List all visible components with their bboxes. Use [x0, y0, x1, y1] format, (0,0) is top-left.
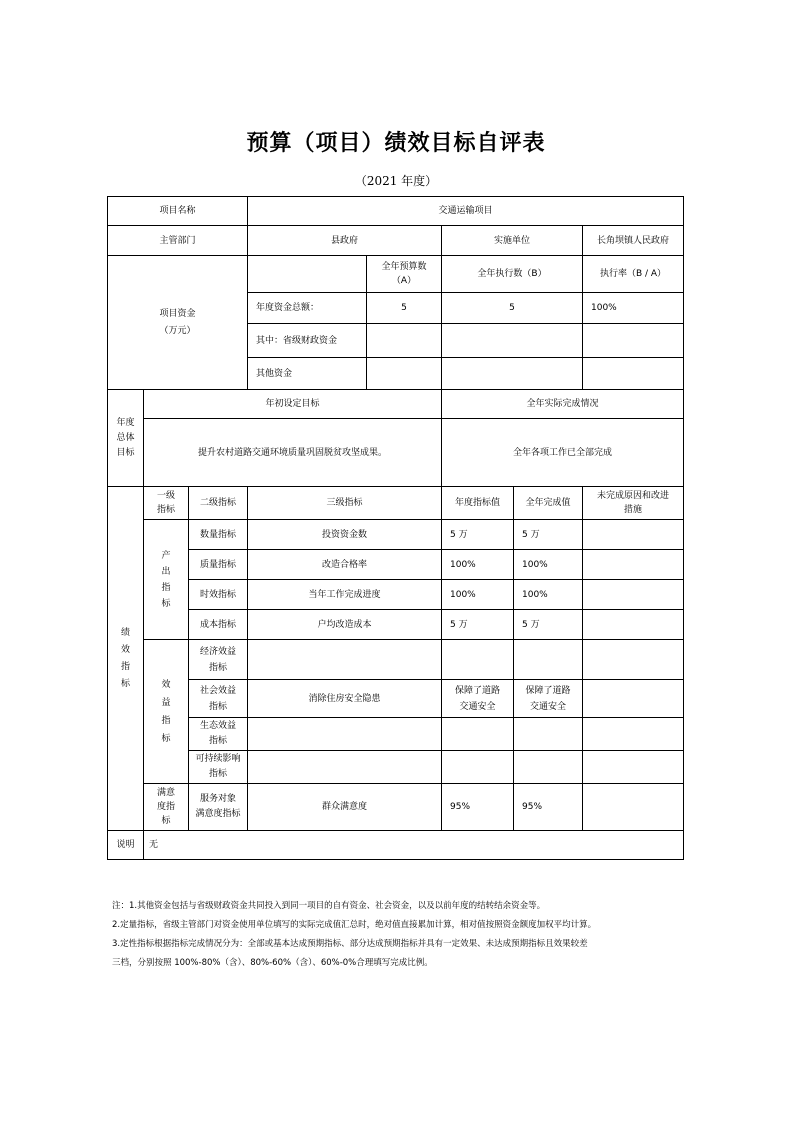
funds-label-line1: 项目资金	[159, 308, 196, 319]
benefit-char-4: 标	[161, 733, 171, 744]
performance-indicator-label	[108, 487, 143, 830]
footnote-4: 三档，分别按照 100%-80%（含）、80%-60%（含）、60%-0%合理填写完成比例。	[112, 958, 433, 968]
social-label-line1: 社会效益	[199, 685, 236, 696]
satisfaction-char-1: 满意	[156, 788, 175, 798]
initial-goal-header: 年初设定目标	[265, 399, 320, 409]
satisfaction-char-2: 度指	[156, 802, 175, 812]
social-actual-line1: 保障了道路	[525, 685, 571, 696]
level1-header	[144, 487, 188, 519]
eco-label-line1: 生态效益	[199, 721, 236, 731]
table-row-level3: 改造合格率	[321, 559, 367, 570]
social-benefit-actual	[514, 680, 582, 717]
output-char-1: 产	[161, 550, 171, 561]
benefit-char-3: 指	[161, 715, 171, 726]
output-indicator-label	[144, 520, 188, 639]
reason-header	[583, 487, 683, 519]
service-label-line2: 满意度指标	[195, 809, 241, 819]
social-actual-line2: 交通安全	[529, 701, 566, 712]
table-row-level3: 投资资金数	[321, 529, 367, 540]
perf-char-4: 标	[120, 678, 130, 689]
perf-char-3: 指	[120, 661, 130, 672]
budget-header	[367, 256, 441, 292]
sustainability-label	[189, 751, 247, 783]
table-row-level2: 质量指标	[199, 559, 236, 570]
exec-header: 全年执行数（B）	[477, 269, 547, 279]
table-row-annual: 5 万	[450, 529, 468, 540]
social-benefit-annual	[442, 680, 513, 717]
satisfaction-char-3: 标	[161, 816, 171, 826]
table-row-level2: 时效指标	[199, 589, 236, 600]
department-label: 主管部门	[159, 235, 196, 246]
table-row-level3: 当年工作完成进度	[308, 589, 381, 600]
footnote-1: 注：1.其他资金包括与省级财政资金共同投入到同一项目的自有资金、社会资金，以及以前年度的结转结余资金等。	[112, 901, 546, 911]
social-annual-line1: 保障了道路	[454, 685, 500, 696]
footnote-3: 3.定性指标根据指标完成情况分为：全部或基本达成预期指标、部分达成预期指标并具有一定效果、未达成预期指标且效果较差	[112, 939, 588, 949]
table-row-annual: 100%	[450, 559, 476, 570]
output-char-3: 指	[161, 582, 171, 593]
level3-header: 三级指标	[326, 498, 363, 508]
table-row-level2: 成本指标	[199, 619, 236, 630]
econ-label-line1: 经济效益	[199, 646, 236, 657]
service-satisfaction-level3: 群众满意度	[321, 802, 367, 812]
actual-value-header: 全年完成值	[525, 498, 571, 508]
page-title: 预算（项目）绩效目标自评表	[246, 130, 546, 156]
project-name-value: 交通运输项目	[438, 206, 493, 216]
initial-goal-text: 提升农村道路交通环境质量巩固脱贫攻坚成果。	[197, 447, 387, 458]
table-row-actual: 100%	[522, 589, 548, 600]
perf-char-1: 绩	[120, 627, 130, 638]
note-value: 无	[149, 840, 159, 850]
annual-value-header: 年度指标值	[454, 498, 500, 508]
table-row-annual: 100%	[450, 589, 476, 600]
provincial-funds-label: 其中：省级财政资金	[256, 335, 338, 346]
impl-unit-value: 长角坝镇人民政府	[596, 235, 669, 246]
other-funds-label: 其他资金	[256, 368, 293, 379]
level2-header: 二级指标	[199, 498, 236, 508]
ecological-benefit-label	[189, 718, 247, 750]
funds-label-line2: （万元）	[159, 325, 196, 336]
econ-label-line2: 指标	[208, 662, 227, 673]
benefit-char-1: 效	[161, 679, 171, 690]
benefit-indicator-label	[144, 640, 188, 783]
reason-header-line2: 措施	[623, 505, 642, 515]
department-value: 县政府	[330, 235, 358, 246]
service-satisfaction-annual: 95%	[450, 802, 471, 812]
social-benefit-level3: 消除住房安全隐患	[308, 693, 381, 704]
goal-char-1: 年度	[116, 417, 135, 428]
sustain-label-line2: 指标	[208, 769, 227, 779]
table-row-level3: 户均改造成本	[317, 619, 372, 630]
satisfaction-indicator-label	[144, 784, 188, 830]
level1-header-line1: 一级	[156, 491, 175, 501]
sustain-label-line1: 可持续影响	[195, 754, 241, 764]
goal-char-2: 总体	[116, 432, 135, 443]
table-row-actual: 5 万	[522, 529, 540, 540]
budget-header-line2: （A）	[391, 276, 417, 286]
output-char-2: 出	[161, 566, 171, 577]
economic-benefit-label	[189, 640, 247, 679]
table-row-actual: 100%	[522, 559, 548, 570]
perf-char-2: 效	[120, 644, 130, 655]
service-satisfaction-label	[189, 784, 247, 830]
social-label-line2: 指标	[208, 701, 227, 712]
impl-unit-label: 实施单位	[493, 235, 530, 246]
annual-rate-value: 100%	[591, 303, 617, 313]
output-char-4: 标	[161, 598, 171, 609]
actual-completion-text: 全年各项工作已全部完成	[512, 447, 612, 458]
budget-header-line1: 全年预算数	[381, 262, 427, 272]
note-label: 说明	[116, 840, 135, 850]
annual-goal-label	[108, 390, 143, 486]
project-name-label: 项目名称	[159, 206, 196, 216]
benefit-char-2: 益	[161, 697, 171, 708]
table-row-annual: 5 万	[450, 619, 468, 630]
eco-label-line2: 指标	[208, 736, 227, 746]
footnote-2: 2.定量指标，省级主管部门对资金使用单位填写的实际完成值汇总时，绝对值直接累加计算，相对值按照资金额度加权平均计算。	[112, 920, 597, 930]
page-subtitle: （2021 年度）	[354, 174, 438, 188]
goal-char-3: 目标	[116, 447, 135, 458]
service-label-line1: 服务对象	[199, 794, 236, 804]
annual-exec-value: 5	[509, 303, 515, 313]
annual-budget-value: 5	[401, 303, 407, 313]
social-benefit-label	[189, 680, 247, 717]
service-satisfaction-actual: 95%	[522, 802, 543, 812]
social-annual-line2: 交通安全	[459, 701, 496, 712]
reason-header-line1: 未完成原因和改进	[596, 491, 669, 501]
level1-header-line2: 指标	[156, 505, 175, 515]
annual-total-label: 年度资金总额：	[256, 303, 320, 313]
actual-completion-header: 全年实际完成情况	[526, 399, 599, 409]
footnotes	[112, 897, 688, 973]
table-row-level2: 数量指标	[199, 529, 236, 540]
table-row-actual: 5 万	[522, 619, 540, 630]
project-funds-label	[108, 256, 247, 389]
rate-header: 执行率（B / A）	[599, 269, 667, 279]
